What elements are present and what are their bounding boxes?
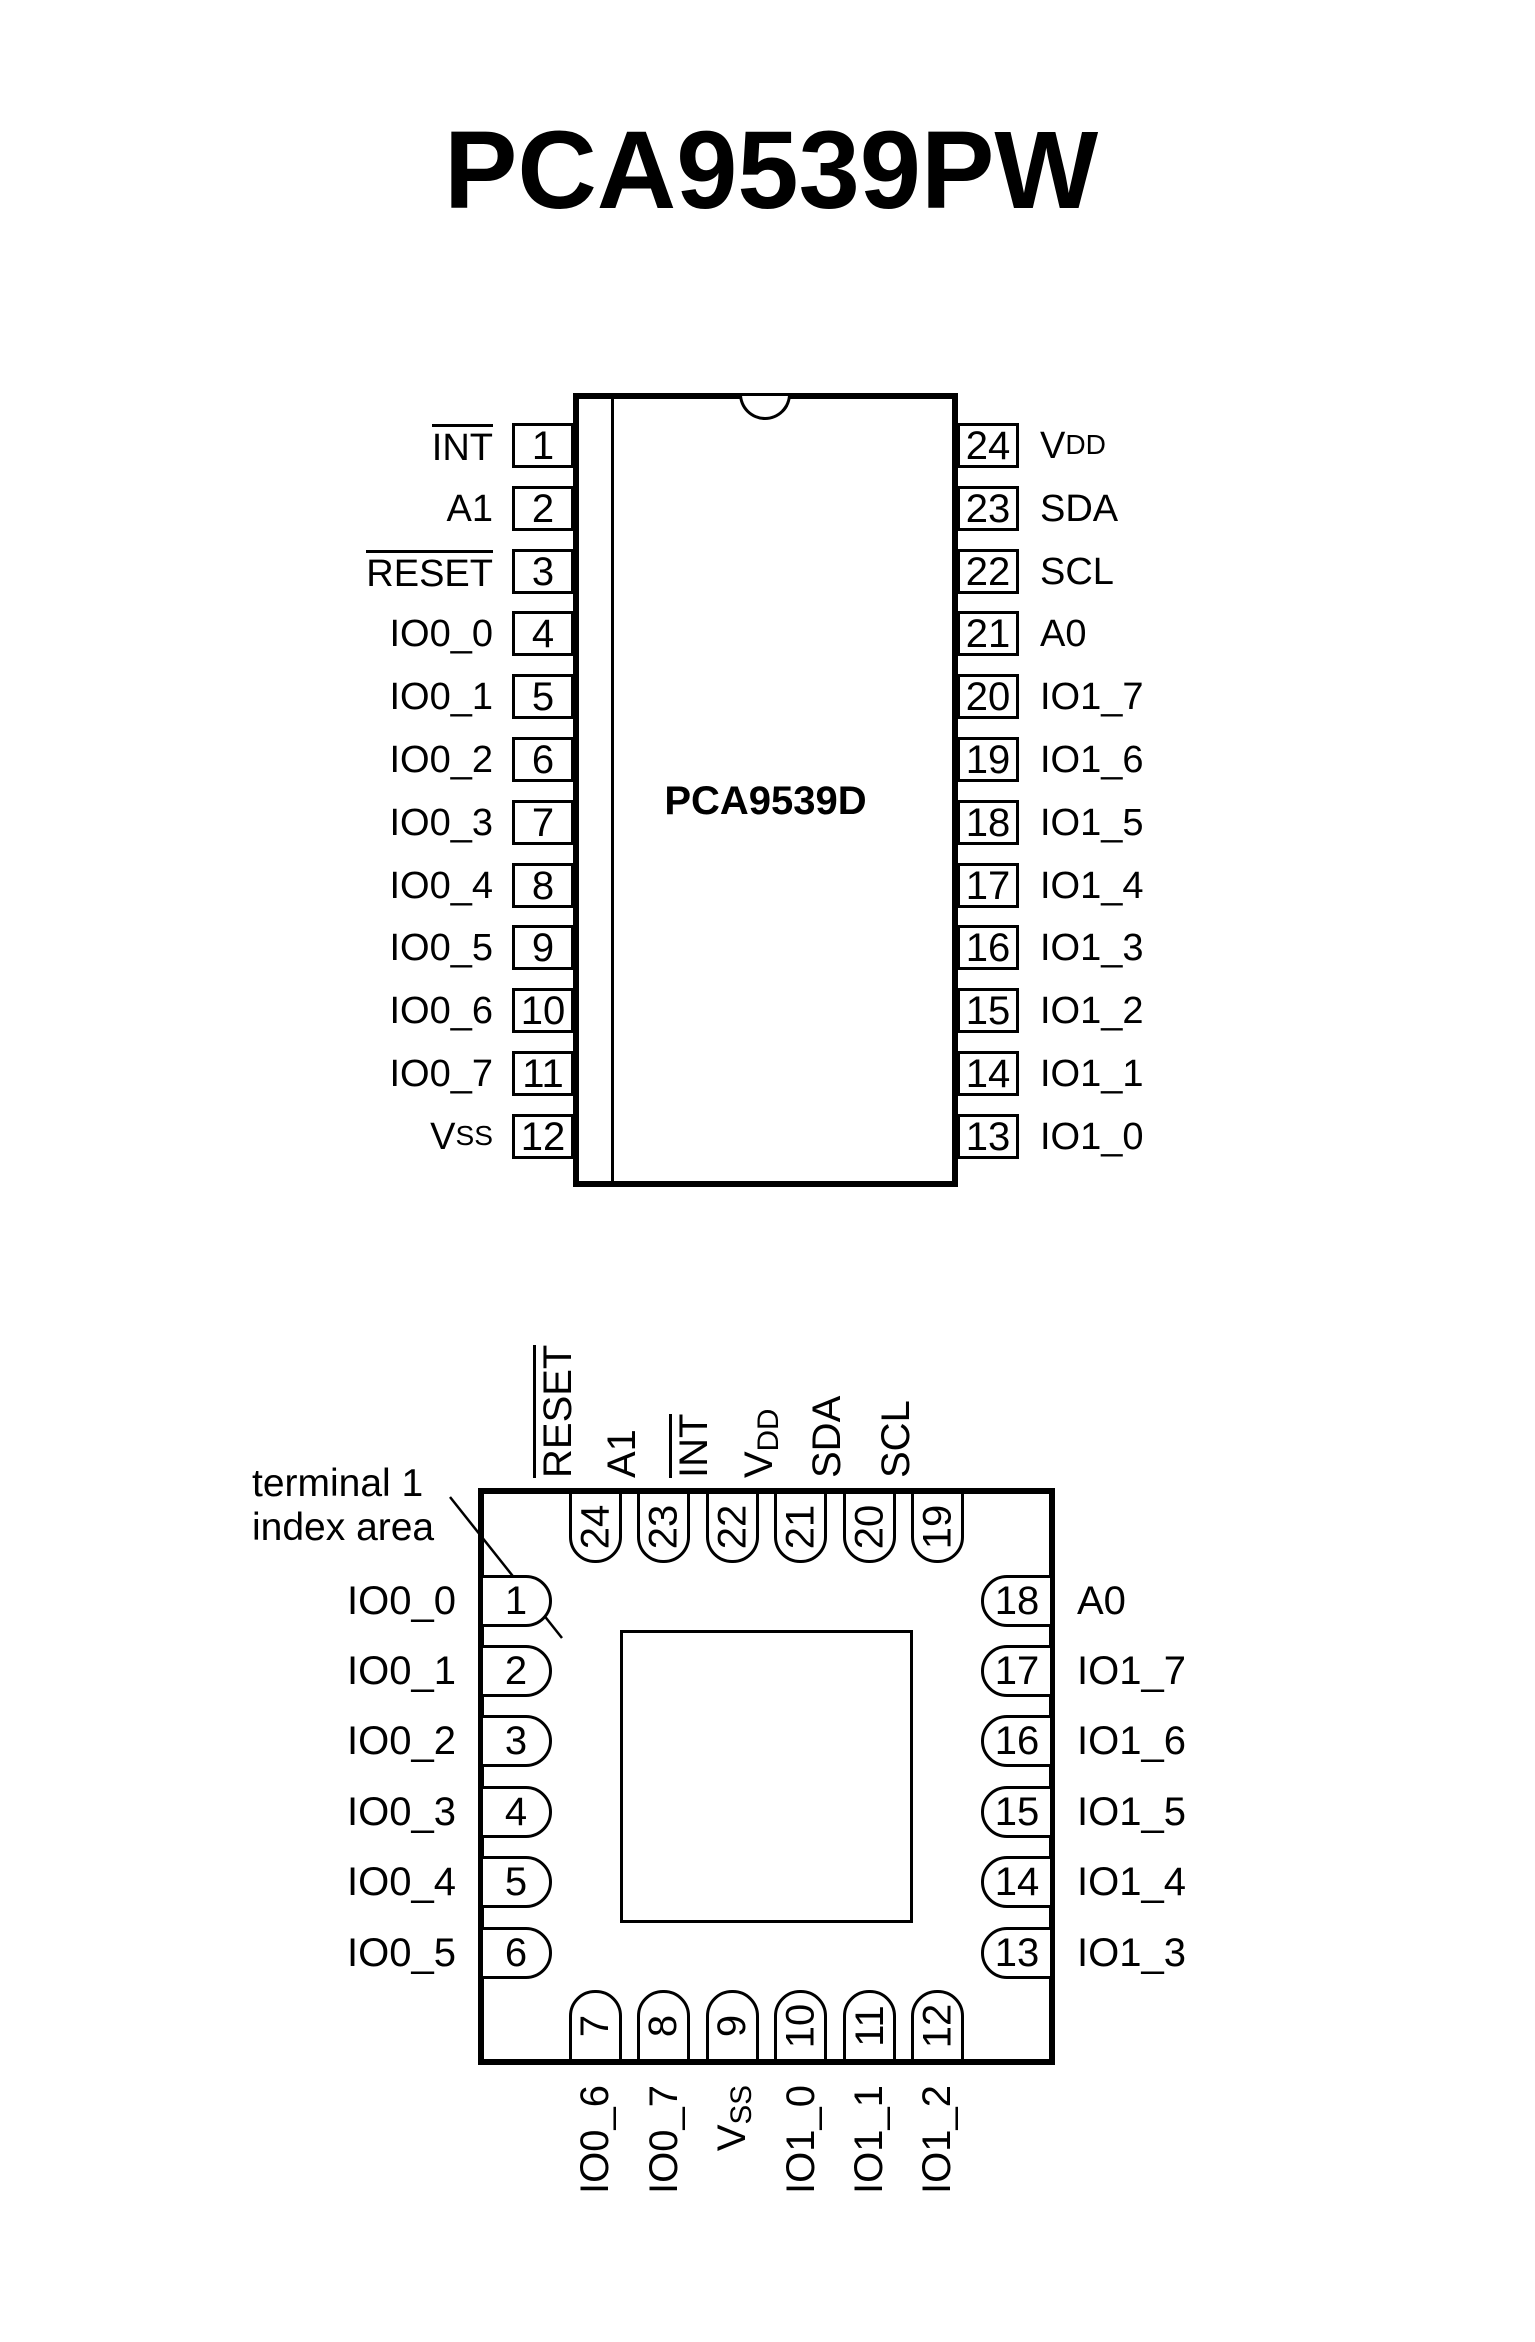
- pin-number: 6: [504, 1931, 528, 1975]
- pin-label-text: IO0_1: [389, 675, 493, 718]
- pin-label-text: IO0_4: [347, 1860, 456, 1904]
- qfn-pin-label: [601, 1429, 643, 1478]
- pin-number: 14: [965, 1051, 1011, 1096]
- soic-pin-label: [432, 423, 493, 468]
- qfn-pin-label: [347, 1856, 456, 1908]
- pin-label-text: INT: [432, 424, 493, 468]
- soic-pin-box: [957, 925, 1019, 970]
- pin-label-text: IO1_3: [1040, 926, 1144, 969]
- qfn-pad: [911, 1491, 964, 1563]
- soic-pin-label: [1040, 925, 1144, 970]
- qfn-pin-label: [643, 2085, 685, 2194]
- qfn-pad: [569, 1990, 622, 2062]
- pin-label-text: IO1_3: [1077, 1931, 1186, 1975]
- qfn-pad: [637, 1990, 690, 2062]
- soic-pin-box: [512, 1114, 574, 1159]
- pin-label-text: IO0_0: [347, 1579, 456, 1623]
- qfn-pin-label: [347, 1575, 456, 1627]
- pin-label-text: IO0_5: [389, 926, 493, 969]
- pin-label-text: V: [710, 2124, 754, 2152]
- pin-label-text: IO1_4: [1040, 864, 1144, 907]
- pin-number: 8: [531, 863, 555, 908]
- soic-pin-label: [1040, 674, 1144, 719]
- soic-chip-name: PCA9539D: [664, 779, 867, 823]
- qfn-pad: [480, 1786, 552, 1838]
- qfn-pin-label: [780, 2085, 822, 2194]
- pin-number: 20: [847, 1504, 892, 1550]
- soic-pin-label: [389, 737, 493, 782]
- soic-pin-label: [447, 486, 493, 531]
- pin-label-text: IO0_3: [389, 801, 493, 844]
- soic-pin-label: [1040, 988, 1144, 1033]
- pin-number: 5: [504, 1860, 528, 1904]
- qfn-pad: [981, 1575, 1053, 1627]
- pin-number: 10: [778, 2003, 823, 2049]
- soic-pin-box: [512, 549, 574, 594]
- qfn-pad: [843, 1990, 896, 2062]
- soic-pin-label: [389, 863, 493, 908]
- qfn-pad: [911, 1990, 964, 2062]
- pin-number: 18: [965, 800, 1011, 845]
- pin-number: 14: [994, 1860, 1040, 1904]
- qfn-pad: [774, 1990, 827, 2062]
- pin-number: 17: [994, 1649, 1040, 1693]
- pin-number: 15: [994, 1790, 1040, 1834]
- pin-number: 1: [531, 423, 555, 468]
- qfn-pin-label: [916, 2085, 958, 2194]
- pin-label-text: IO1_6: [1077, 1719, 1186, 1763]
- soic-pin-label: [389, 988, 493, 1033]
- soic-pin-box: [957, 800, 1019, 845]
- pin-number: 18: [994, 1579, 1040, 1623]
- qfn-pin-label: [1077, 1927, 1186, 1979]
- pin-number: 5: [531, 674, 555, 719]
- soic-pin-label: [1040, 549, 1114, 594]
- pin-number: 21: [965, 611, 1011, 656]
- pin-number: 7: [573, 2014, 618, 2038]
- pin-label-text: IO0_3: [347, 1790, 456, 1834]
- qfn-pad: [981, 1645, 1053, 1697]
- pin-label-text: IO0_2: [389, 738, 493, 781]
- soic-pin-box: [957, 611, 1019, 656]
- soic-pin-label: [1040, 486, 1118, 531]
- pin-label-text: SDA: [1040, 487, 1119, 530]
- pin-label-text: IO1_1: [847, 2085, 891, 2194]
- soic-pin-label: [1040, 423, 1106, 468]
- pin-number: 11: [522, 1051, 564, 1096]
- qfn-pad: [480, 1645, 552, 1697]
- pin-number: 9: [531, 925, 555, 970]
- index-pointer-line: [440, 1486, 580, 1656]
- qfn-pin-label: [1077, 1786, 1186, 1838]
- qfn-pin-label: [710, 2085, 758, 2152]
- pin-number: 17: [965, 863, 1011, 908]
- pin-number: 13: [994, 1931, 1040, 1975]
- pin-label-text: IO0_7: [389, 1052, 493, 1095]
- pin-label-text: SCL: [1040, 550, 1114, 593]
- pin-number: 12: [915, 2003, 960, 2049]
- pin-label-text: IO1_5: [1040, 801, 1144, 844]
- soic-pin-label: [1040, 611, 1086, 656]
- pin-label-text: V: [737, 1451, 781, 1478]
- soic-pin-box: [957, 863, 1019, 908]
- soic-pin-label: [389, 800, 493, 845]
- soic-pin-box: [957, 1114, 1019, 1159]
- pin-label-text: IO1_5: [1077, 1790, 1186, 1834]
- soic-pin-label: [1040, 863, 1144, 908]
- soic-pin-box: [957, 737, 1019, 782]
- qfn-pin-label: [806, 1396, 848, 1478]
- pin-label-text: INT: [669, 1414, 715, 1478]
- pin-number: 22: [965, 549, 1011, 594]
- soic-pin-box: [957, 549, 1019, 594]
- soic-pin-label: [389, 1051, 493, 1096]
- pin-number: 6: [531, 737, 555, 782]
- soic-pin-box: [957, 423, 1019, 468]
- pin-number: 4: [504, 1790, 528, 1834]
- qfn-pad: [981, 1856, 1053, 1908]
- pin-number: 8: [641, 2014, 686, 2038]
- pin-number: 11: [847, 2005, 892, 2047]
- soic-pin-label: [389, 674, 493, 719]
- pin-label-text: RESET: [366, 550, 493, 594]
- qfn-pin-label: [669, 1413, 716, 1478]
- pin-label-text: IO0_5: [347, 1931, 456, 1975]
- pin-label-text: IO1_1: [1040, 1052, 1144, 1095]
- soic-pin-box: [512, 988, 574, 1033]
- pin-number: 24: [965, 423, 1011, 468]
- pin-label-text: IO1_7: [1040, 675, 1144, 718]
- pin-label-text: IO1_0: [779, 2085, 823, 2194]
- qfn-pad: [480, 1856, 552, 1908]
- soic-pin-box: [957, 1051, 1019, 1096]
- pin-number: 9: [710, 2014, 755, 2038]
- pin-number: 23: [641, 1504, 686, 1550]
- qfn-pad: [774, 1491, 827, 1563]
- pin-number: 2: [531, 486, 555, 531]
- pin-label-text: A0: [1040, 612, 1087, 655]
- soic-pin-box: [512, 800, 574, 845]
- pin-label-text: V: [1040, 424, 1066, 467]
- soic-pin-box: [512, 925, 574, 970]
- terminal1-index-note-line2: index area: [252, 1506, 435, 1549]
- qfn-pin-label: [848, 2085, 890, 2194]
- qfn-pin-label: [1077, 1715, 1186, 1767]
- soic-pin-box: [512, 611, 574, 656]
- pin-number: 19: [965, 737, 1011, 782]
- soic-pin-box: [512, 1051, 574, 1096]
- soic-pin-box: [957, 486, 1019, 531]
- soic-pin-label: [389, 611, 493, 656]
- pin-label-text: IO0_1: [347, 1649, 456, 1693]
- terminal1-index-note-line1: terminal 1: [252, 1462, 424, 1505]
- soic-pin-label: [1040, 800, 1144, 845]
- qfn-pad: [981, 1715, 1053, 1767]
- pin-number: 24: [573, 1504, 618, 1550]
- pin-label-text: RESET: [533, 1345, 579, 1478]
- pin-label-text: A0: [1077, 1579, 1126, 1623]
- qfn-pad: [480, 1715, 552, 1767]
- pin-number: 19: [915, 1504, 960, 1550]
- pin-label-text: IO0_2: [347, 1719, 456, 1763]
- pin-number: 12: [520, 1114, 566, 1159]
- pin-label-text: IO1_6: [1040, 738, 1144, 781]
- pin-number: 3: [531, 549, 555, 594]
- pin-number: 2: [504, 1649, 528, 1693]
- soic-pin-box: [512, 486, 574, 531]
- pin-number: 10: [520, 988, 566, 1033]
- pin-label-text: IO0_6: [573, 2085, 617, 2194]
- pin-number: 22: [710, 1504, 755, 1550]
- pin-label-text: V: [430, 1115, 456, 1158]
- qfn-pin-label: [347, 1715, 456, 1767]
- pin-number: 1: [504, 1579, 528, 1623]
- qfn-pad: [981, 1786, 1053, 1838]
- pin-label-text: IO1_2: [1040, 989, 1144, 1032]
- pin-label-text: IO0_7: [642, 2085, 686, 2194]
- pin-label-subscript: DD: [1065, 429, 1106, 461]
- pin-number: 16: [994, 1719, 1040, 1763]
- pin-label-text: IO1_0: [1040, 1115, 1144, 1158]
- pin-label-text: IO1_4: [1077, 1860, 1186, 1904]
- qfn-pin-label: [737, 1408, 785, 1478]
- qfn-pin-label: [347, 1927, 456, 1979]
- qfn-pad: [706, 1491, 759, 1563]
- pin-number: 16: [965, 925, 1011, 970]
- qfn-pin-label: [347, 1645, 456, 1697]
- pin-number: 13: [965, 1114, 1011, 1159]
- pin-number: 20: [965, 674, 1011, 719]
- terminal1-index-note: [252, 1462, 434, 1550]
- pin-label-subscript: SS: [724, 2085, 758, 2125]
- soic-pin-box: [512, 423, 574, 468]
- pin-number: 3: [504, 1719, 528, 1763]
- soic-pin-box: [512, 863, 574, 908]
- qfn-pad: [480, 1927, 552, 1979]
- soic-pin-label: [1040, 737, 1144, 782]
- soic-pin-label: [1040, 1114, 1144, 1159]
- qfn-pin-label: [533, 1344, 580, 1478]
- soic-pin-box: [957, 988, 1019, 1033]
- pin-number: 7: [531, 800, 555, 845]
- qfn-exposed-pad: [620, 1630, 913, 1923]
- pin-label-text: SCL: [874, 1400, 918, 1478]
- qfn-pad: [480, 1575, 552, 1627]
- qfn-pin-label: [875, 1400, 917, 1478]
- pin-label-text: A1: [600, 1429, 644, 1478]
- pin-number: 21: [778, 1504, 823, 1550]
- qfn-pad: [981, 1927, 1053, 1979]
- qfn-pin-label: [1077, 1856, 1186, 1908]
- pin-label-subscript: DD: [751, 1408, 785, 1452]
- soic-pin-box: [512, 737, 574, 782]
- pin-label-text: IO0_4: [389, 864, 493, 907]
- soic-pin-label: [1040, 1051, 1144, 1096]
- pin-number: 23: [965, 486, 1011, 531]
- soic-pin-box: [957, 674, 1019, 719]
- qfn-pad: [569, 1491, 622, 1563]
- qfn-pad: [843, 1491, 896, 1563]
- soic-pin-label: [430, 1114, 493, 1159]
- soic-pin-box: [512, 674, 574, 719]
- soic-pin-label: [366, 549, 493, 594]
- pin-label-text: IO0_0: [389, 612, 493, 655]
- soic-pin-label: [389, 925, 493, 970]
- pin-label-text: IO1_7: [1077, 1649, 1186, 1693]
- pin-label-text: SDA: [805, 1395, 849, 1478]
- pin-number: 15: [965, 988, 1011, 1033]
- qfn-pin-label: [1077, 1575, 1126, 1627]
- qfn-pad: [637, 1491, 690, 1563]
- pin-label-subscript: SS: [455, 1120, 493, 1152]
- pin-label-text: IO1_2: [915, 2085, 959, 2194]
- qfn-pin-label: [347, 1786, 456, 1838]
- qfn-pin-label: [574, 2085, 616, 2194]
- qfn-pin-label: [1077, 1645, 1186, 1697]
- pin-number: 4: [531, 611, 555, 656]
- pin-label-text: A1: [446, 487, 493, 530]
- pin-label-text: IO0_6: [389, 989, 493, 1032]
- page-title: PCA9539PW: [444, 109, 1099, 232]
- qfn-pad: [706, 1990, 759, 2062]
